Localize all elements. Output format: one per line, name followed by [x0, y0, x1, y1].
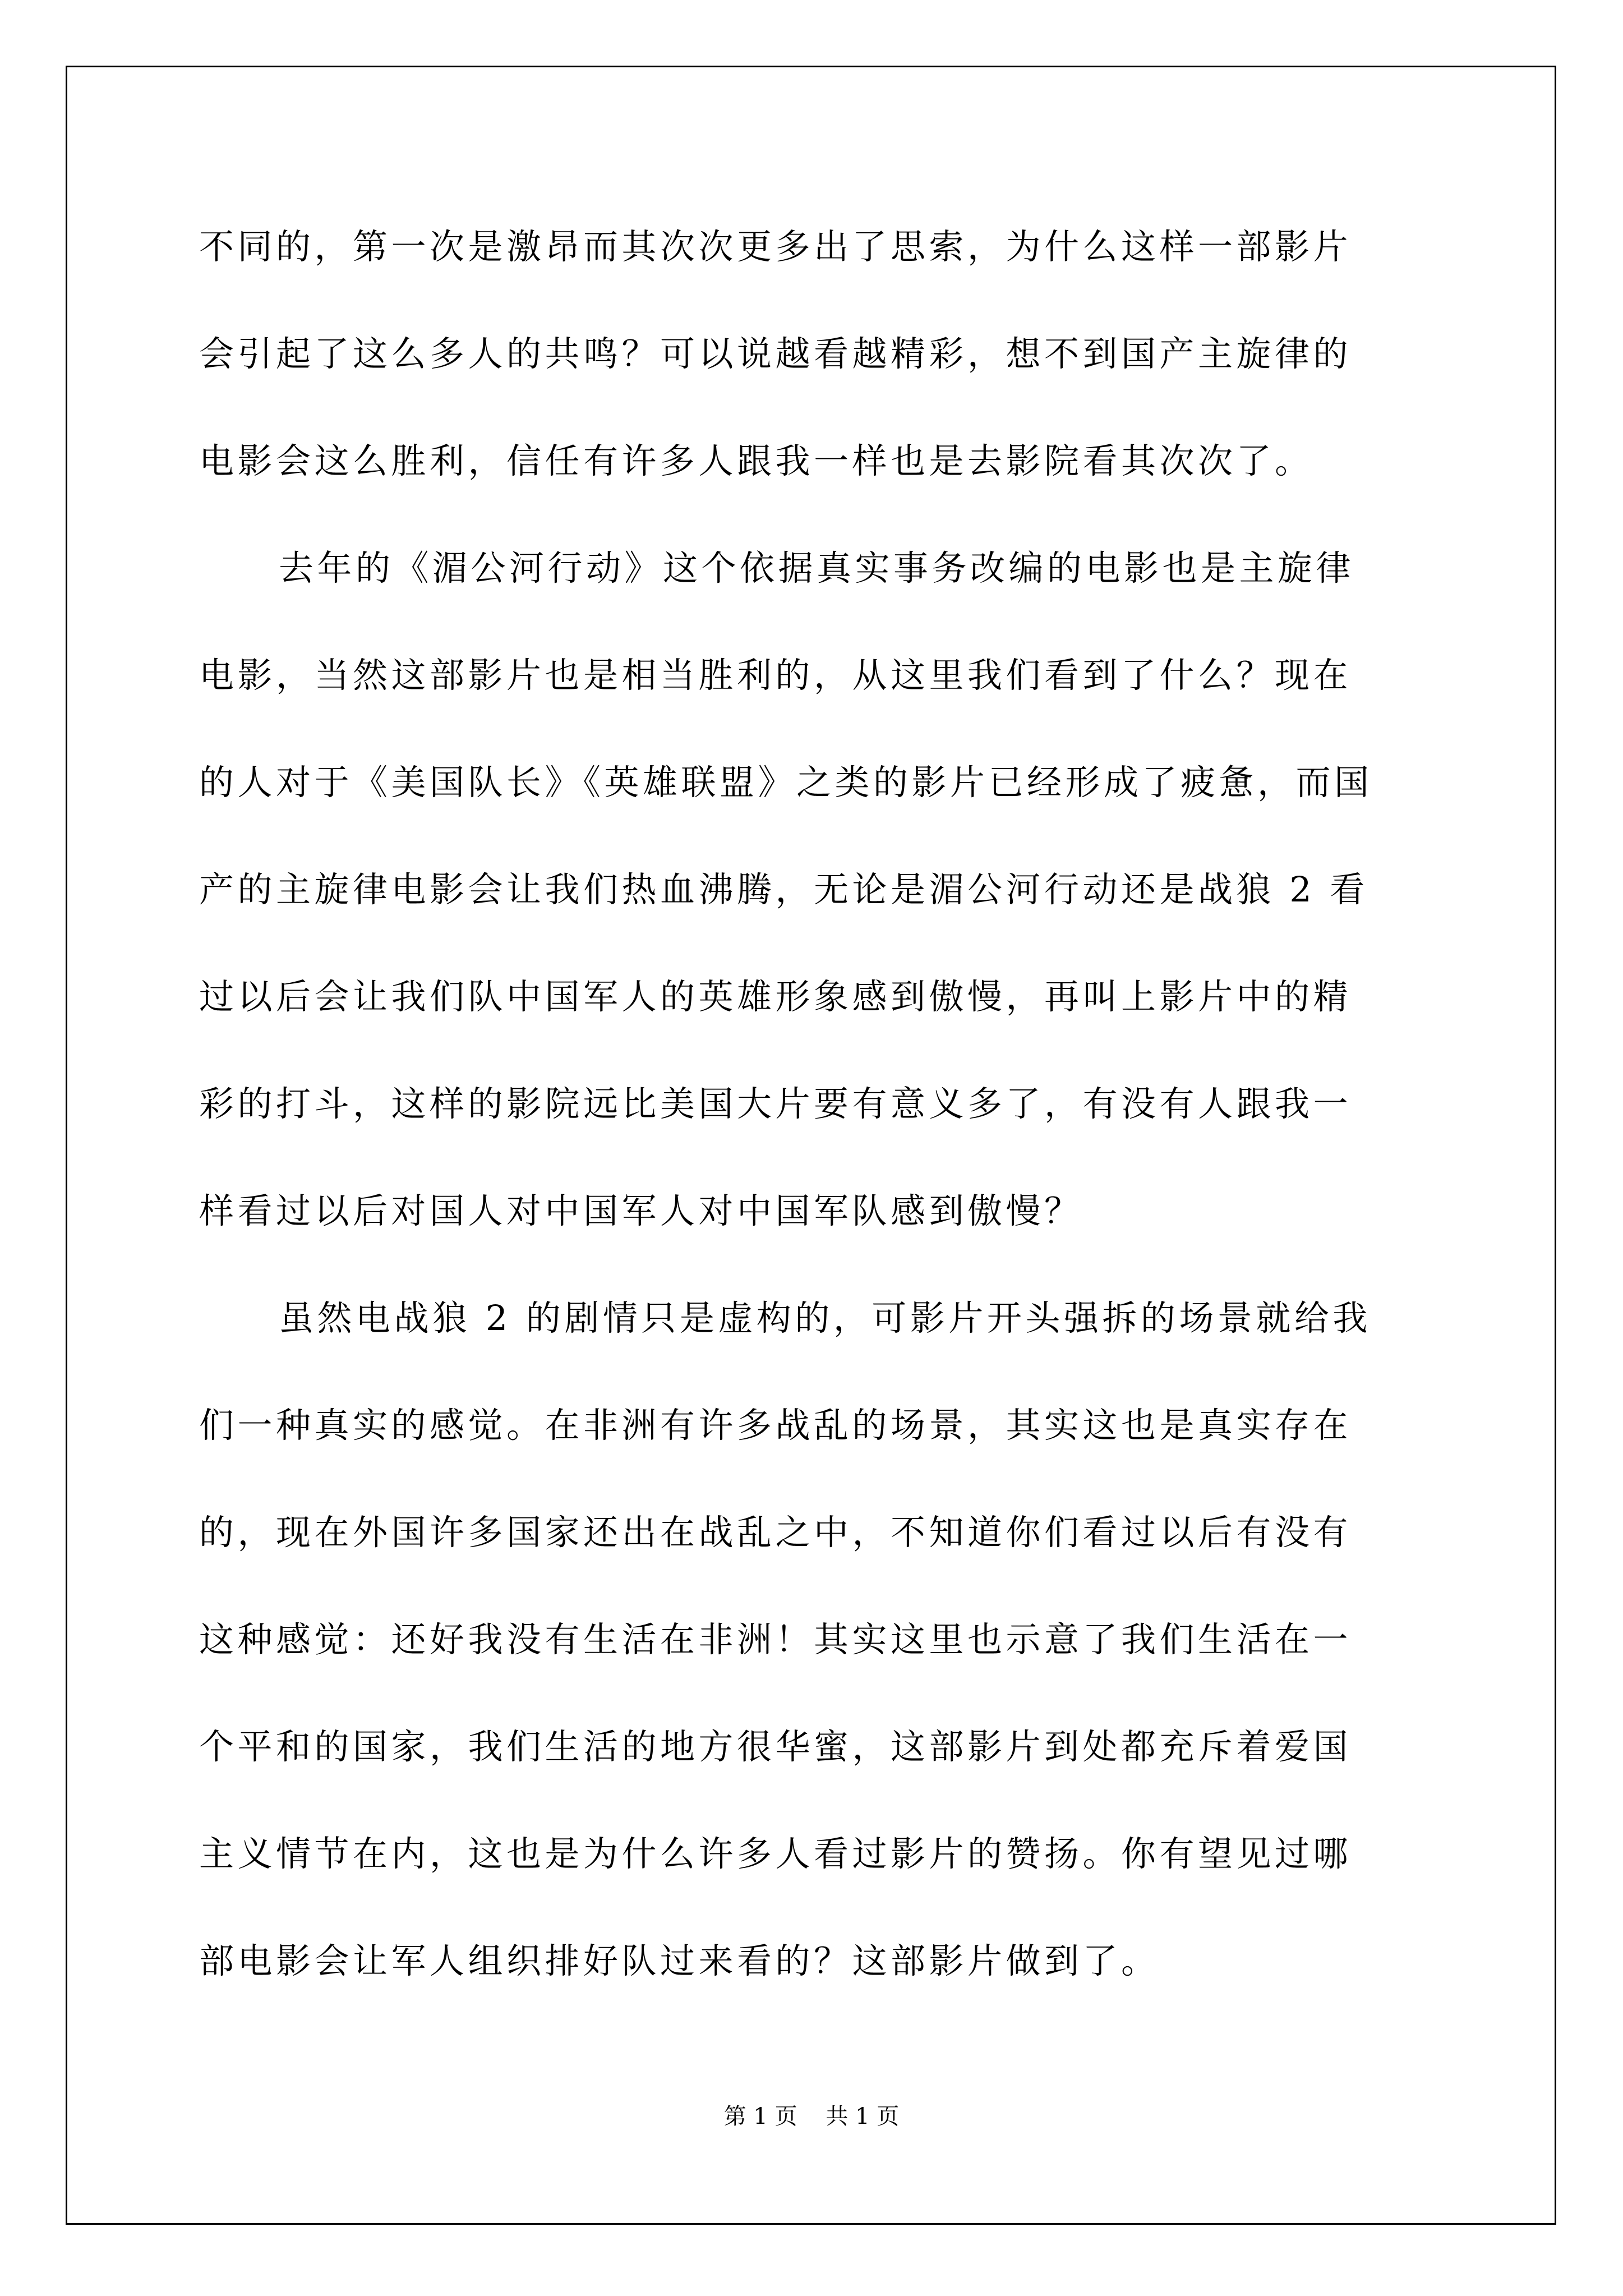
text-line: 过以后会让我们队中国军人的英雄形象感到傲慢，再叫上影片中的精 [199, 976, 1352, 1017]
text-line: 电影会这么胜利，信任有许多人跟我一样也是去影院看其次次了。 [199, 440, 1313, 481]
paragraph-1 [199, 213, 1427, 535]
page-footer: 第 1 页 共 1 页 [723, 2104, 900, 2129]
document-body [199, 213, 1427, 2035]
text-line: 的人对于《美国队长》《英雄联盟》之类的影片已经形成了疲惫，而国 [199, 762, 1373, 803]
text-line: 不同的，第一次是激昂而其次次更多出了思索，为什么这样一部影片 [199, 226, 1352, 267]
text-line: 去年的《湄公河行动》这个依据真实事务改编的电影也是主旋律 [279, 547, 1355, 588]
text-line: 电影，当然这部影片也是相当胜利的，从这里我们看到了什么？现在 [199, 655, 1352, 696]
text-line: 们一种真实的感觉。在非洲有许多战乱的场景，其实这也是真实存在 [199, 1405, 1352, 1446]
text-line: 虽然电战狼 2 的剧情只是虚构的，可影片开头强拆的场景就给我 [279, 1297, 1371, 1338]
text-line: 样看过以后对国人对中国军人对中国军队感到傲慢？ [199, 1190, 1083, 1231]
text-line: 主义情节在内，这也是为什么许多人看过影片的赞扬。你有望见过哪 [199, 1833, 1352, 1874]
text-line: 部电影会让军人组织排好队过来看的？这部影片做到了。 [199, 1940, 1160, 1981]
text-line: 会引起了这么多人的共鸣？可以说越看越精彩，想不到国产主旋律的 [199, 333, 1352, 374]
text-line: 彩的打斗，这样的影院远比美国大片要有意义多了，有没有人跟我一 [199, 1083, 1352, 1124]
text-line: 产的主旋律电影会让我们热血沸腾，无论是湄公河行动还是战狼 2 看 [199, 869, 1368, 910]
text-line: 个平和的国家，我们生活的地方很华蜜，这部影片到处都充斥着爱国 [199, 1726, 1352, 1767]
paragraph-3 [199, 1285, 1427, 2035]
paragraph-2 [199, 535, 1427, 1285]
text-line: 的，现在外国许多国家还出在战乱之中，不知道你们看过以后有没有 [199, 1512, 1352, 1553]
text-line: 这种感觉：还好我没有生活在非洲！其实这里也示意了我们生活在一 [199, 1619, 1352, 1660]
